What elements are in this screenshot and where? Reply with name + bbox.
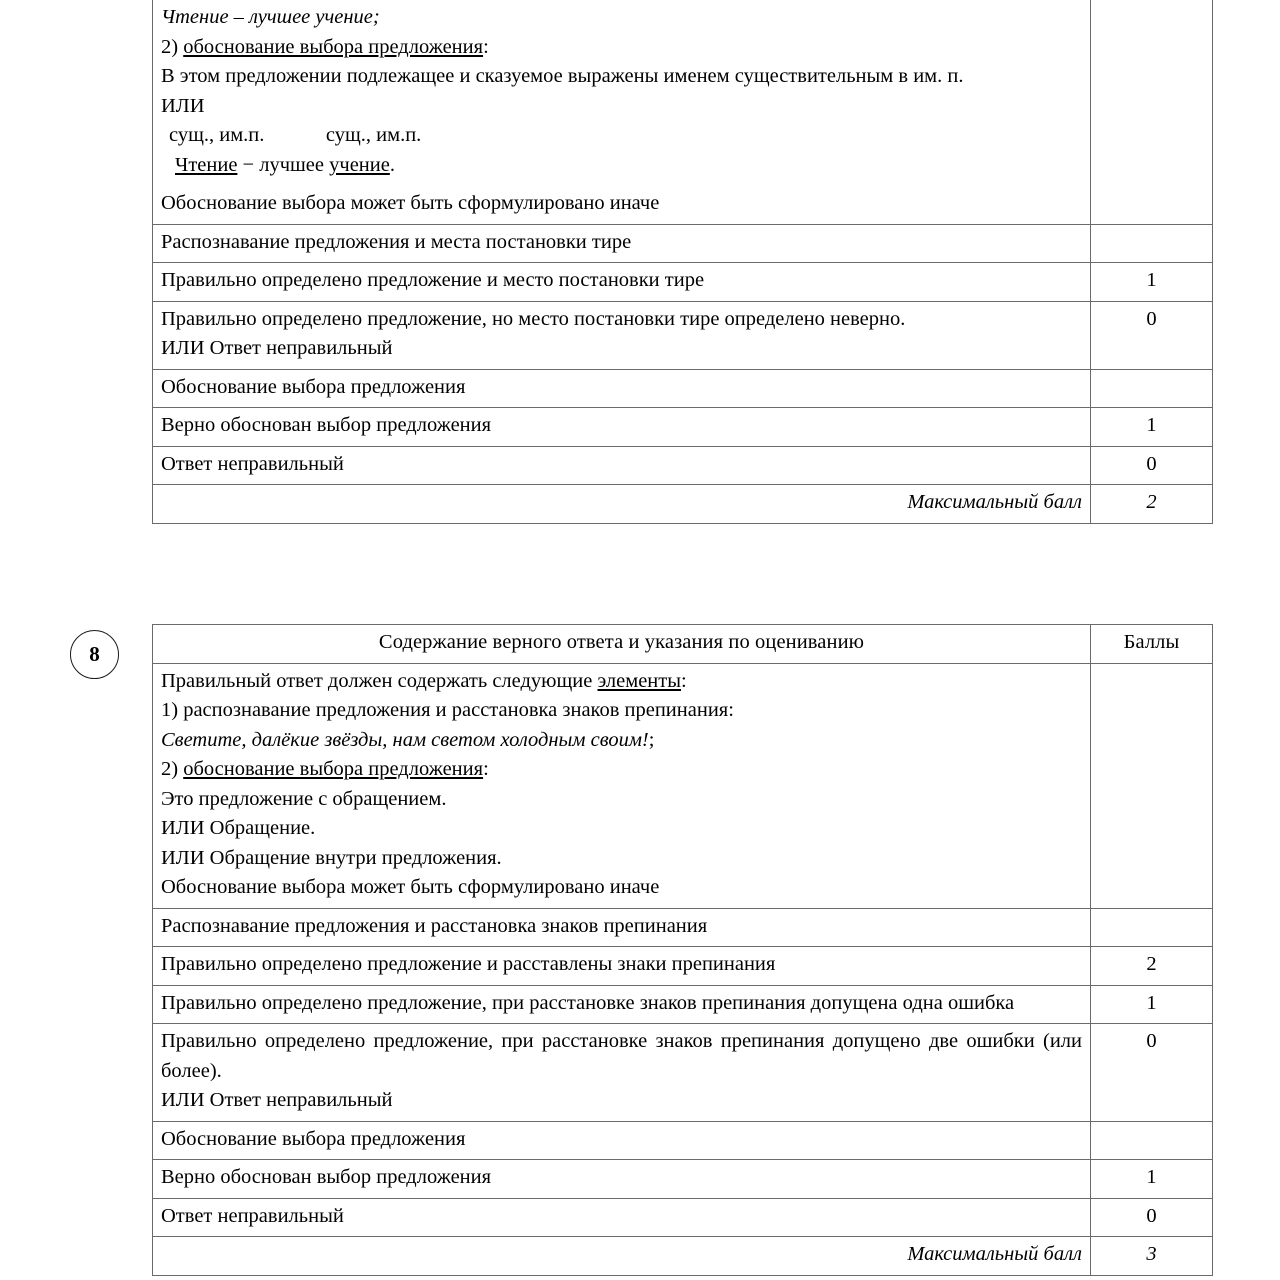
table-row: [153, 908, 1213, 947]
justification-variant-c: ИЛИ Обращение внутри предложения.: [161, 846, 502, 869]
criterion-text-alt: ИЛИ Ответ неправильный: [161, 1089, 393, 1112]
note-line: Обоснование выбора может быть сформулировано иначе: [161, 876, 660, 899]
point2-underlined: обоснование выбора предложения: [183, 35, 484, 58]
criterion-description: [153, 1024, 1091, 1122]
criteria-section-header: Распознавание предложения и расстановка знаков препинания: [153, 908, 1091, 947]
scheme-dash: −: [237, 153, 260, 176]
table-row: [153, 947, 1213, 986]
table-row: [153, 408, 1213, 447]
column-header-content: Содержание верного ответа и указания по оцениванию: [153, 625, 1091, 664]
criterion-description: Ответ неправильный: [153, 446, 1091, 485]
answer-content-cell: [153, 663, 1091, 908]
criterion-description: Ответ неправильный: [153, 1198, 1091, 1237]
criteria-section-score: [1091, 224, 1213, 263]
justification-variant-b: ИЛИ Обращение.: [161, 817, 316, 840]
table-row-max-score: [153, 485, 1213, 524]
criterion-score: 1: [1091, 263, 1213, 302]
point1-line: 1) распознавание предложения и расстановка знаков препинания:: [161, 699, 734, 722]
table-row: [153, 301, 1213, 369]
point2-underlined: обоснование выбора предложения: [183, 758, 484, 781]
table-row: [153, 446, 1213, 485]
answer-content-cell: [153, 0, 1091, 224]
criterion-description: [153, 301, 1091, 369]
criterion-score: 1: [1091, 408, 1213, 447]
justification-variant-a: Это предложение с обращением.: [161, 787, 447, 810]
max-score-label: Максимальный балл: [153, 485, 1091, 524]
criterion-text-alt: ИЛИ Ответ неправильный: [161, 337, 393, 360]
table-row: [153, 1198, 1213, 1237]
table-row: [153, 1121, 1213, 1160]
criterion-score: 2: [1091, 947, 1213, 986]
table-row: [153, 985, 1213, 1024]
table-row: [153, 263, 1213, 302]
criterion-score: 0: [1091, 446, 1213, 485]
table-row: [153, 1024, 1213, 1122]
answer-score-cell: [1091, 663, 1213, 908]
table-row: [153, 369, 1213, 408]
table-row: [153, 224, 1213, 263]
criterion-score: 0: [1091, 1198, 1213, 1237]
criterion-score: 0: [1091, 1024, 1213, 1122]
example-sentence-tail: ;: [648, 728, 655, 751]
task-number-label: 8: [89, 642, 100, 666]
intro-line: [161, 667, 1082, 697]
or-line: ИЛИ: [161, 94, 205, 117]
max-score-value: 3: [1091, 1237, 1213, 1276]
criteria-section-header: Распознавание предложения и места постановки тире: [153, 224, 1091, 263]
grading-table-previous-task: [152, 0, 1213, 524]
intro-prefix: Правильный ответ должен содержать следующие: [161, 669, 598, 692]
column-header-score: Баллы: [1091, 625, 1213, 664]
scheme-words-line: [161, 151, 1082, 181]
intro-suffix: :: [681, 669, 687, 692]
example-sentence-line: Чтение – лучшее учение;: [161, 6, 380, 28]
point2-prefix: 2): [161, 35, 184, 58]
point2-suffix: :: [483, 35, 489, 58]
criteria-section-score: [1091, 908, 1213, 947]
point2-line: [161, 33, 1082, 63]
table-row: [153, 1160, 1213, 1199]
scheme-middle-word: лучшее: [259, 153, 330, 176]
criteria-section-header: Обоснование выбора предложения: [153, 1121, 1091, 1160]
criterion-description: [153, 985, 1091, 1024]
criterion-score: 1: [1091, 985, 1213, 1024]
scheme-period: .: [389, 153, 395, 176]
criteria-section-header: Обоснование выбора предложения: [153, 369, 1091, 408]
scheme-subject-word: Чтение: [175, 153, 238, 176]
example-sentence-line: [161, 726, 1082, 756]
table-row: [153, 0, 1213, 224]
task-number-badge: [70, 630, 119, 679]
criteria-section-score: [1091, 1121, 1213, 1160]
criterion-description: Верно обоснован выбор предложения: [153, 1160, 1091, 1199]
criterion-description: Правильно определено предложение и место постановки тире: [153, 263, 1091, 302]
note-line: Обоснование выбора может быть сформулировано иначе: [161, 192, 660, 215]
intro-underlined: элементы: [597, 669, 682, 692]
criterion-description: Правильно определено предложение и расставлены знаки препинания: [153, 947, 1091, 986]
criterion-score: 1: [1091, 1160, 1213, 1199]
criterion-score: 0: [1091, 301, 1213, 369]
criteria-section-score: [1091, 369, 1213, 408]
point2-suffix: :: [483, 758, 489, 781]
criterion-text-main: Правильно определено предложение, но место постановки тире определено неверно.: [161, 307, 906, 330]
table-row: [153, 663, 1213, 908]
grading-table-task-8: [152, 624, 1213, 1276]
table-header-row: [153, 625, 1213, 664]
point2-prefix: 2): [161, 758, 184, 781]
scheme-tags-line: сущ., им.п. сущ., им.п.: [169, 124, 422, 147]
explanation-line: В этом предложении подлежащее и сказуемое выражены именем существительным в им. п.: [161, 65, 964, 88]
criterion-text-main: Правильно определено предложение, при расстановке знаков препинания допущено две ошибки (или более).: [161, 1030, 1082, 1082]
answer-score-cell: [1091, 0, 1213, 224]
point2-line: [161, 755, 1082, 785]
scheme-predicate-word: учение: [329, 153, 390, 176]
table-row-max-score: [153, 1237, 1213, 1276]
criterion-text-main: Правильно определено предложение, при расстановке знаков препинания допущена одна ошибка: [161, 991, 1015, 1014]
max-score-label: Максимальный балл: [153, 1237, 1091, 1276]
max-score-value: 2: [1091, 485, 1213, 524]
example-sentence-italic: Светите, далёкие звёзды, нам светом холодным своим!: [161, 728, 649, 751]
criterion-description: Верно обоснован выбор предложения: [153, 408, 1091, 447]
